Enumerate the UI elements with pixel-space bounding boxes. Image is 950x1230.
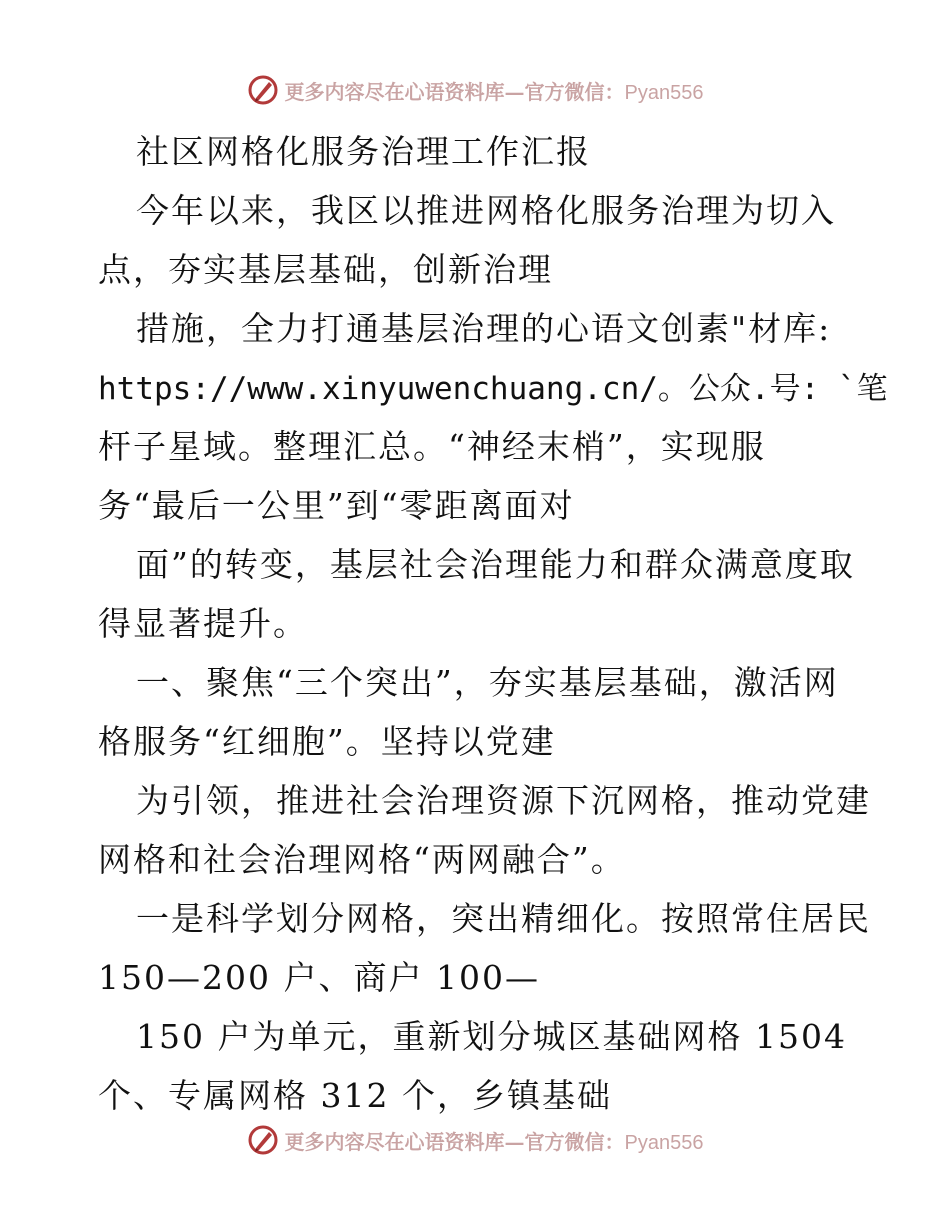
header-watermark-banner (0, 70, 950, 110)
paragraph-line: 150 户为单元，重新划分城区基础网格 1504 (136, 1017, 847, 1056)
section-heading-line: 一、聚焦“三个突出”，夯实基层基础，激活网 (136, 663, 839, 702)
footer-watermark-banner (0, 1120, 950, 1160)
header-banner-id: Pyan556 (624, 81, 704, 104)
paragraph-line: 面”的转变，基层社会治理能力和群众满意度取 (136, 545, 855, 584)
paragraph-line: 杆子星域。整理汇总。“神经末梢”，实现服 (98, 427, 766, 466)
paragraph-line: 一是科学划分网格，突出精细化。按照常住居民 (136, 899, 871, 938)
pen-logo-icon (247, 1124, 279, 1156)
paragraph-line: 务“最后一公里”到“零距离面对 (98, 486, 575, 525)
paragraph-line: 150—200 户、商户 100— (98, 958, 540, 997)
footer-banner-id: Pyan556 (624, 1131, 704, 1154)
paragraph-line: 措施，全力打通基层治理的心语文创素"材库: (136, 309, 832, 348)
paragraph-line: 为引领，推进社会治理资源下沉网格，推动党建 (136, 781, 871, 820)
paragraph-line: 点，夯实基层基础，创新治理 (98, 250, 553, 289)
paragraph-line: 个、专属网格 312 个，乡镇基础 (98, 1076, 612, 1115)
paragraph-line-url (98, 358, 888, 417)
paragraph-line: 得显著提升。 (98, 604, 308, 643)
paragraph-line: 网格和社会治理网格“两网融合”。 (98, 840, 626, 879)
pen-logo-icon (247, 74, 279, 106)
footer-banner-text: 更多内容尽在心语资料库—官方微信：Pyan556 (284, 1129, 704, 1154)
paragraph-line: 格服务“红细胞”。坚持以党建 (98, 722, 556, 761)
document-body (98, 122, 888, 1125)
header-banner-text: 更多内容尽在心语资料库—官方微信：Pyan556 (284, 79, 704, 104)
url-text: https://www.xinyuwenchuang.cn/。公众.号: `笔 (98, 371, 888, 407)
document-title: 社区网格化服务治理工作汇报 (136, 132, 591, 171)
paragraph-line: 今年以来，我区以推进网格化服务治理为切入 (136, 191, 836, 230)
